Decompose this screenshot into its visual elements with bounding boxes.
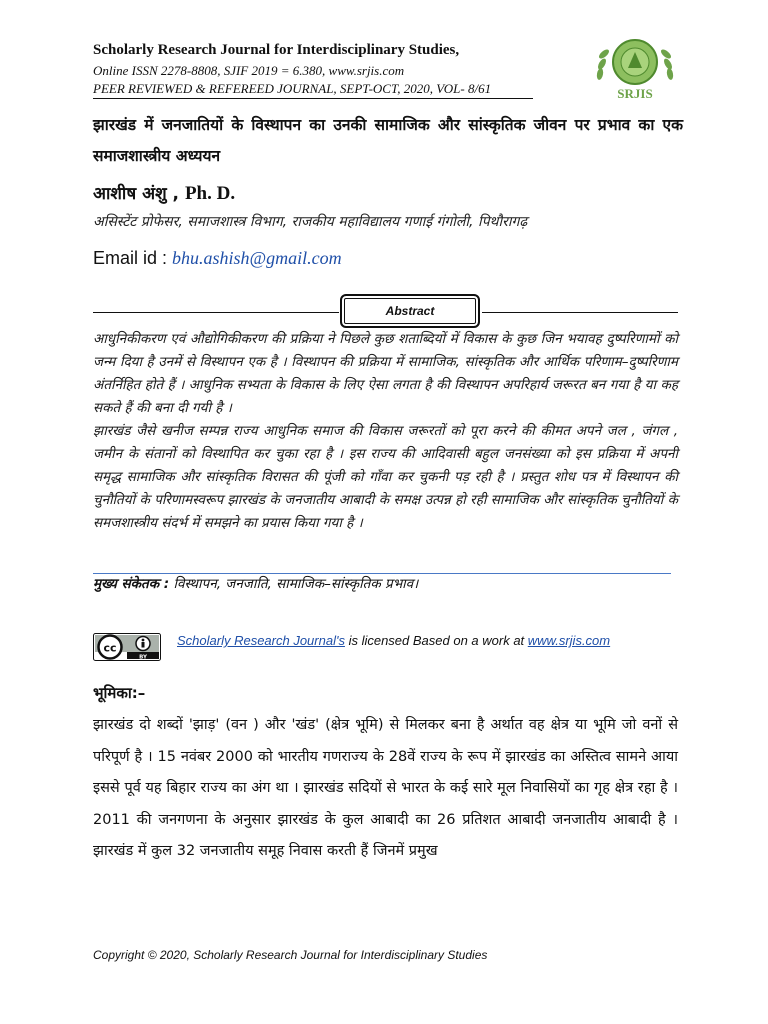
keywords-text: विस्थापन, जनजाति, सामाजिक–सांस्कृतिक प्रभाव। bbox=[169, 576, 419, 592]
abstract-paragraph-2: झारखंड जैसे खनीज सम्पन्न राज्य आधुनिक समाज की विकास जरूरतों को पूरा करने की कीमत अपने जल , जंगल , जमीन के संतानों को विस्थापित कर चुका रहा है । इस राज्य की आदिवासी बहुल जनसंख्या को इस प्रक्रिया में अपनी समृद्ध सामाजिक और सांस्कृतिक विरासत की पूंजी को गाँवा कर चुकनी पड़ रही है । प्रस्तुत शोध पत्र में विस्थापन की चुनौतियों के परिणामस्वरूप झारखंड के जनजातीय आबादी के समक्ष उत्पन्न हो रही सामाजिक और सांस्कृतिक चुनौतियों के समजशास्त्रीय संदर्भ में समझने का प्रयास किया गया है । bbox=[93, 423, 678, 531]
cc-by-label: BY bbox=[139, 654, 147, 661]
author-line bbox=[93, 181, 235, 205]
issn-line: Online ISSN 2278-8808, SJIF 2019 = 6.380, www.srjis.com bbox=[93, 63, 405, 78]
srjis-link[interactable]: www.srjis.com bbox=[527, 633, 611, 648]
license-text: is licensed Based on a work at bbox=[344, 633, 528, 648]
email-label: Email id bbox=[93, 248, 158, 268]
paper-title: झारखंड में जनजातियों के विस्थापन का उनकी सामाजिक और सांस्कृतिक जीवन पर प्रभाव का एक समाजशास्त्रीय अध्ययन bbox=[93, 116, 683, 165]
abstract-rule-right bbox=[482, 312, 678, 313]
author-name: आशीष अंशु , bbox=[93, 184, 180, 204]
peer-review-line: PEER REVIEWED & REFEREED JOURNAL, SEPT-OCT, 2020, VOL- 8/61 bbox=[93, 81, 533, 99]
introduction-body: झारखंड दो शब्दों 'झाड़' (वन ) और 'खंड' (क्षेत्र भूमि) से मिलकर बना है अर्थात वह क्षेत्र या भूमि जो वनों से परिपूर्ण है । 15 नवंबर 2000 को भारतीय गणराज्य के 28वें राज्य के रूप में झारखंड का अस्तित्व सामने आया इससे पूर्व यह बिहार राज्य का अंग था । झारखंड सदियों से भारत के कई सारे मूल निवासियों का गृह क्षेत्र रहा है । 2011 की जनगणना के अनुसार झारखंड के कुल आबादी का 26 प्रतिशत आबादी जनजातीय आबादी है । झारखंड में कुल 32 जनजातीय समूह निवास करती हैं जिनमें प्रमुख bbox=[93, 717, 678, 859]
author-degree: Ph. D. bbox=[184, 183, 236, 204]
keywords-label: मुख्य संकेतक : bbox=[93, 576, 170, 592]
keywords-line bbox=[93, 574, 418, 592]
journal-name: Scholarly Research Journal for Interdisciplinary Studies, bbox=[93, 42, 460, 58]
copyright-footer: Copyright © 2020, Scholarly Research Journal for Interdisciplinary Studies bbox=[93, 948, 488, 962]
license-line bbox=[177, 633, 610, 648]
abstract-heading: Abstract bbox=[340, 294, 480, 328]
introduction-heading: भूमिका:– bbox=[93, 684, 146, 702]
email-separator: : bbox=[157, 248, 173, 268]
attribution-icon bbox=[136, 637, 150, 651]
abstract-rule-left bbox=[93, 312, 339, 313]
cc-icon bbox=[99, 636, 122, 659]
abstract-body bbox=[93, 328, 678, 535]
cc-by-badge[interactable] bbox=[93, 633, 161, 661]
abstract-paragraph-1: आधुनिकीकरण एवं औद्योगिकीकरण की प्रक्रिया ने पिछले कुछ शताब्दियों में विकास के कुछ जिन भयावह दुष्परिणामों को जन्म दिया है उनमें से विस्थापन एक है । विस्थापन की प्रक्रिया में सामाजिक, सांस्कृतिक और आर्थिक परिणाम–दुष्परिणाम अंतर्निहित होते हैं । आधुनिक सभ्यता के विकास के लिए ऐसा लगता है की विस्थापन अपरिहार्य जरूरत बन गया है या कह सकते हैं की बना दी गयी है । bbox=[93, 331, 678, 416]
journal-link[interactable]: Scholarly Research Journal's bbox=[177, 633, 345, 648]
svg-text:cc: cc bbox=[103, 641, 117, 655]
email-address[interactable]: bhu.ashish@gmail.com bbox=[172, 248, 342, 268]
journal-logo bbox=[590, 36, 680, 104]
email-line bbox=[93, 248, 342, 269]
affiliation: असिस्टेंट प्रोफेसर, समाजशास्त्र विभाग, राजकीय महाविद्यालय गणाई गंगोली, पिथौरागढ़ bbox=[93, 214, 528, 230]
logo-text: SRJIS bbox=[617, 86, 653, 101]
